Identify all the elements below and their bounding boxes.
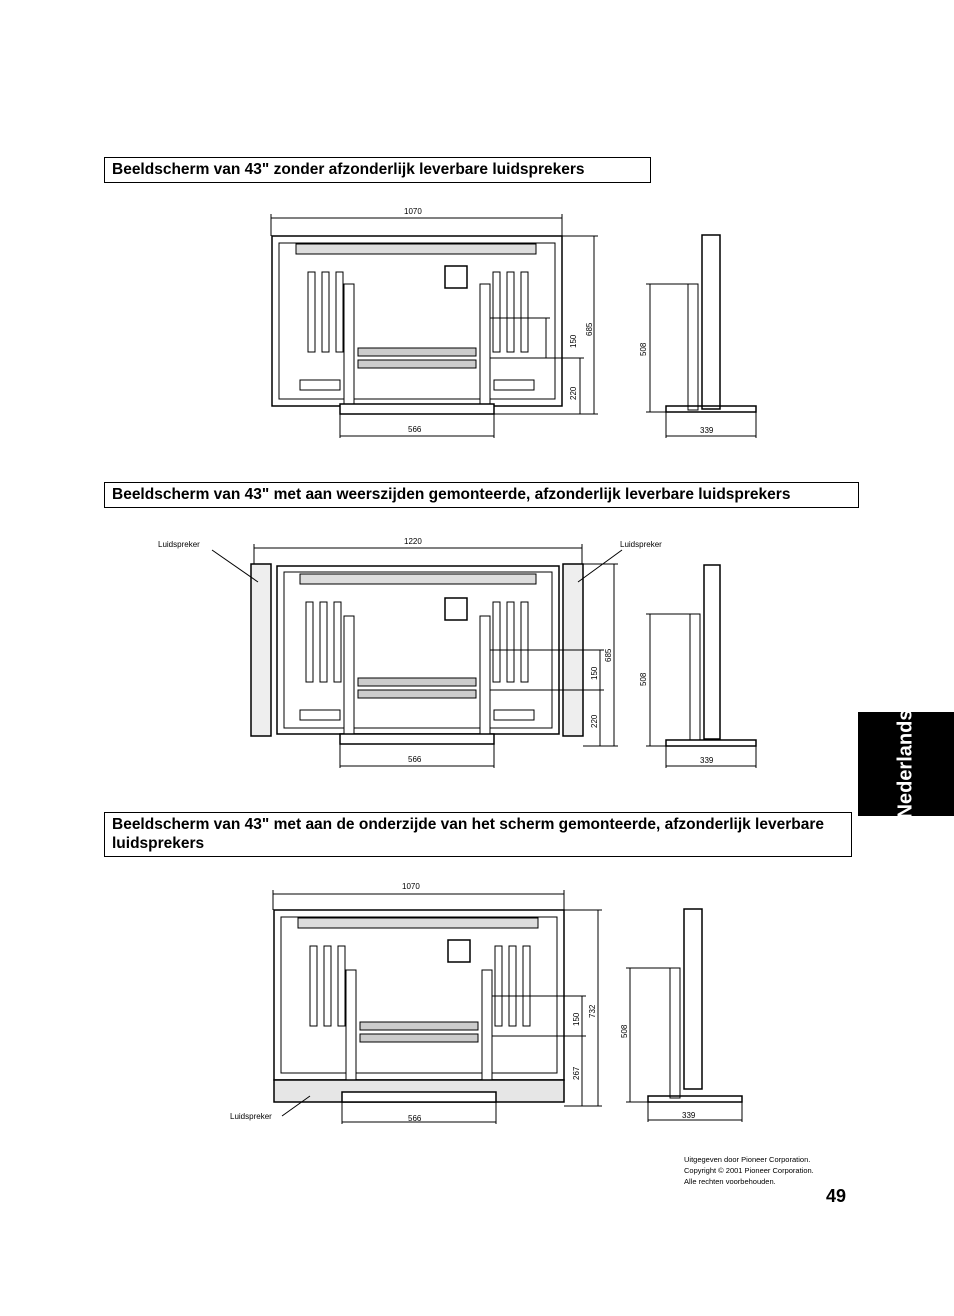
- depth-dim: 339: [700, 756, 714, 765]
- depth-dim: 339: [682, 1111, 696, 1120]
- section-1-title: Beeldscherm van 43" zonder afzonderlijk leverbare luidsprekers: [104, 157, 651, 183]
- side-height-dim: 508: [639, 672, 648, 686]
- depth-dim: 339: [700, 426, 714, 435]
- width-dim: 1220: [404, 537, 422, 546]
- bottom-dim: 220: [569, 386, 578, 400]
- width-dim: 1070: [404, 207, 422, 216]
- side-height-dim: 508: [620, 1024, 629, 1038]
- stand-width-dim: 566: [408, 425, 422, 434]
- width-dim: 1070: [402, 882, 420, 891]
- language-tab: [858, 709, 954, 819]
- speaker-label: Luidspreker: [230, 1112, 272, 1121]
- offset-dim: 150: [590, 666, 599, 680]
- language-tab-label: Nederlands: [894, 709, 917, 819]
- section-2-title: Beeldscherm van 43" met aan weerszijden gemonteerde, afzonderlijk leverbare luidsprekers: [104, 482, 859, 508]
- side-height-dim: 508: [639, 342, 648, 356]
- diagram-2: [0, 530, 954, 775]
- speaker-label-right: Luidspreker: [620, 540, 662, 549]
- copyright-line-1: Uitgegeven door Pioneer Corporation.: [684, 1155, 811, 1164]
- height-dim: 732: [588, 1004, 597, 1018]
- page-number: 49: [826, 1186, 847, 1206]
- height-dim: 685: [585, 322, 594, 336]
- diagram-1: [0, 200, 954, 450]
- offset-dim: 150: [572, 1012, 581, 1026]
- stand-width-dim: 566: [408, 755, 422, 764]
- copyright-line-2: Copyright © 2001 Pioneer Corporation.: [684, 1166, 814, 1175]
- section-3-title: Beeldscherm van 43" met aan de onderzijde van het scherm gemonteerde, afzonderlijk leverbare luidsprekers: [104, 812, 852, 857]
- height-dim: 685: [604, 648, 613, 662]
- copyright-line-3: Alle rechten voorbehouden.: [684, 1177, 776, 1186]
- bottom-dim: 220: [590, 714, 599, 728]
- bottom-dim: 267: [572, 1066, 581, 1080]
- offset-dim: 150: [569, 334, 578, 348]
- stand-width-dim: 566: [408, 1114, 422, 1123]
- copyright-notice: [684, 1154, 854, 1187]
- speaker-label-left: Luidspreker: [158, 540, 200, 549]
- diagram-3: [0, 876, 954, 1128]
